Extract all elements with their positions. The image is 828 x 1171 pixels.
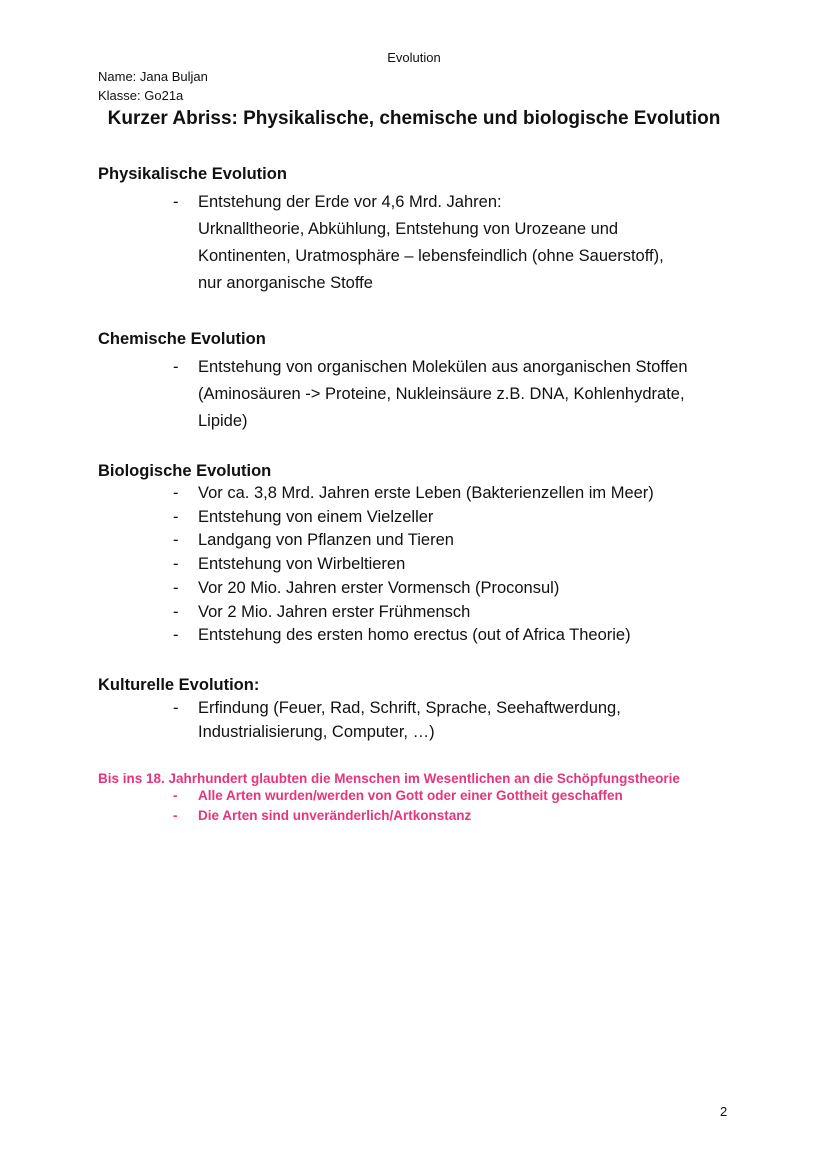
item-text: Alle Arten wurden/werden von Gott oder einer Gottheit geschaffen bbox=[198, 788, 623, 803]
section-heading: Kulturelle Evolution: bbox=[98, 676, 260, 694]
dash-bullet: - bbox=[173, 531, 179, 550]
section-heading: Chemische Evolution bbox=[98, 330, 266, 348]
list-item bbox=[98, 786, 758, 806]
list bbox=[98, 189, 738, 297]
list-item bbox=[98, 601, 738, 625]
item-text: Entstehung von organischen Molekülen aus anorganischen Stoffen bbox=[198, 358, 688, 376]
list-item bbox=[98, 624, 738, 648]
dash-bullet: - bbox=[173, 578, 179, 597]
item-text: Urknalltheorie, Abkühlung, Entstehung von Urozeane und bbox=[198, 220, 619, 238]
list-item-continuation bbox=[98, 243, 738, 270]
list-item bbox=[98, 189, 738, 216]
list-item bbox=[98, 577, 738, 601]
item-text: Entstehung von Wirbeltieren bbox=[198, 555, 406, 574]
list-item bbox=[98, 354, 738, 381]
item-text: Industrialisierung, Computer, …) bbox=[198, 722, 435, 741]
list-item bbox=[98, 697, 738, 721]
section-heading: Biologische Evolution bbox=[98, 462, 272, 480]
item-text: (Aminosäuren -> Proteine, Nukleinsäure z.B. DNA, Kohlenhydrate, bbox=[198, 385, 685, 403]
section-biological bbox=[98, 462, 738, 648]
dash-bullet: - bbox=[173, 507, 179, 526]
list bbox=[98, 697, 738, 744]
list-item bbox=[98, 482, 738, 506]
list bbox=[98, 482, 738, 648]
list-item-continuation bbox=[98, 381, 738, 408]
creation-theory-note bbox=[98, 771, 758, 826]
note-list bbox=[98, 786, 758, 826]
section-heading: Physikalische Evolution bbox=[98, 165, 287, 183]
dash-bullet: - bbox=[173, 193, 179, 211]
item-text: Entstehung der Erde vor 4,6 Mrd. Jahren: bbox=[198, 193, 502, 211]
document-title: Kurzer Abriss: Physikalische, chemische und biologische Evolution bbox=[107, 108, 721, 129]
item-text: Kontinenten, Uratmosphäre – lebensfeindlich (ohne Sauerstoff), bbox=[198, 247, 664, 265]
item-text: Landgang von Pflanzen und Tieren bbox=[198, 531, 454, 550]
list-item bbox=[98, 529, 738, 553]
page-header: Evolution bbox=[387, 50, 441, 65]
section-physical bbox=[98, 165, 738, 297]
dash-bullet: - bbox=[173, 626, 179, 645]
student-name: Name: Jana Buljan bbox=[98, 69, 208, 84]
item-text: Die Arten sind unveränderlich/Artkonstanz bbox=[198, 808, 472, 823]
dash-bullet: - bbox=[173, 484, 179, 502]
item-text: Entstehung des ersten homo erectus (out of Africa Theorie) bbox=[198, 626, 631, 645]
item-text: Erfindung (Feuer, Rad, Schrift, Sprache, Seehaftwerdung, bbox=[198, 699, 621, 717]
list-item bbox=[98, 553, 738, 577]
list-item-continuation bbox=[98, 721, 738, 745]
list-item-continuation bbox=[98, 216, 738, 243]
section-chemical bbox=[98, 330, 738, 435]
list-item-continuation bbox=[98, 408, 738, 435]
student-class: Klasse: Go21a bbox=[98, 88, 184, 103]
dash-bullet: - bbox=[173, 699, 179, 717]
item-text: Entstehung von einem Vielzeller bbox=[198, 507, 434, 526]
item-text: Vor 20 Mio. Jahren erster Vormensch (Proconsul) bbox=[198, 578, 560, 597]
list-item bbox=[98, 506, 738, 530]
dash-bullet: - bbox=[173, 808, 178, 823]
dash-bullet: - bbox=[173, 602, 179, 621]
item-text: nur anorganische Stoffe bbox=[198, 274, 373, 292]
item-text: Vor 2 Mio. Jahren erster Frühmensch bbox=[198, 602, 471, 621]
dash-bullet: - bbox=[173, 358, 179, 376]
dash-bullet: - bbox=[173, 555, 179, 574]
item-text: Vor ca. 3,8 Mrd. Jahren erste Leben (Bakterienzellen im Meer) bbox=[198, 484, 654, 502]
list-item bbox=[98, 806, 758, 826]
list-item-continuation bbox=[98, 270, 738, 297]
section-cultural bbox=[98, 676, 738, 744]
dash-bullet: - bbox=[173, 788, 178, 803]
note-heading: Bis ins 18. Jahrhundert glaubten die Menschen im Wesentlichen an die Schöpfungstheorie bbox=[98, 771, 680, 786]
list bbox=[98, 354, 738, 435]
page-number: 2 bbox=[720, 1104, 728, 1119]
item-text: Lipide) bbox=[198, 412, 248, 430]
